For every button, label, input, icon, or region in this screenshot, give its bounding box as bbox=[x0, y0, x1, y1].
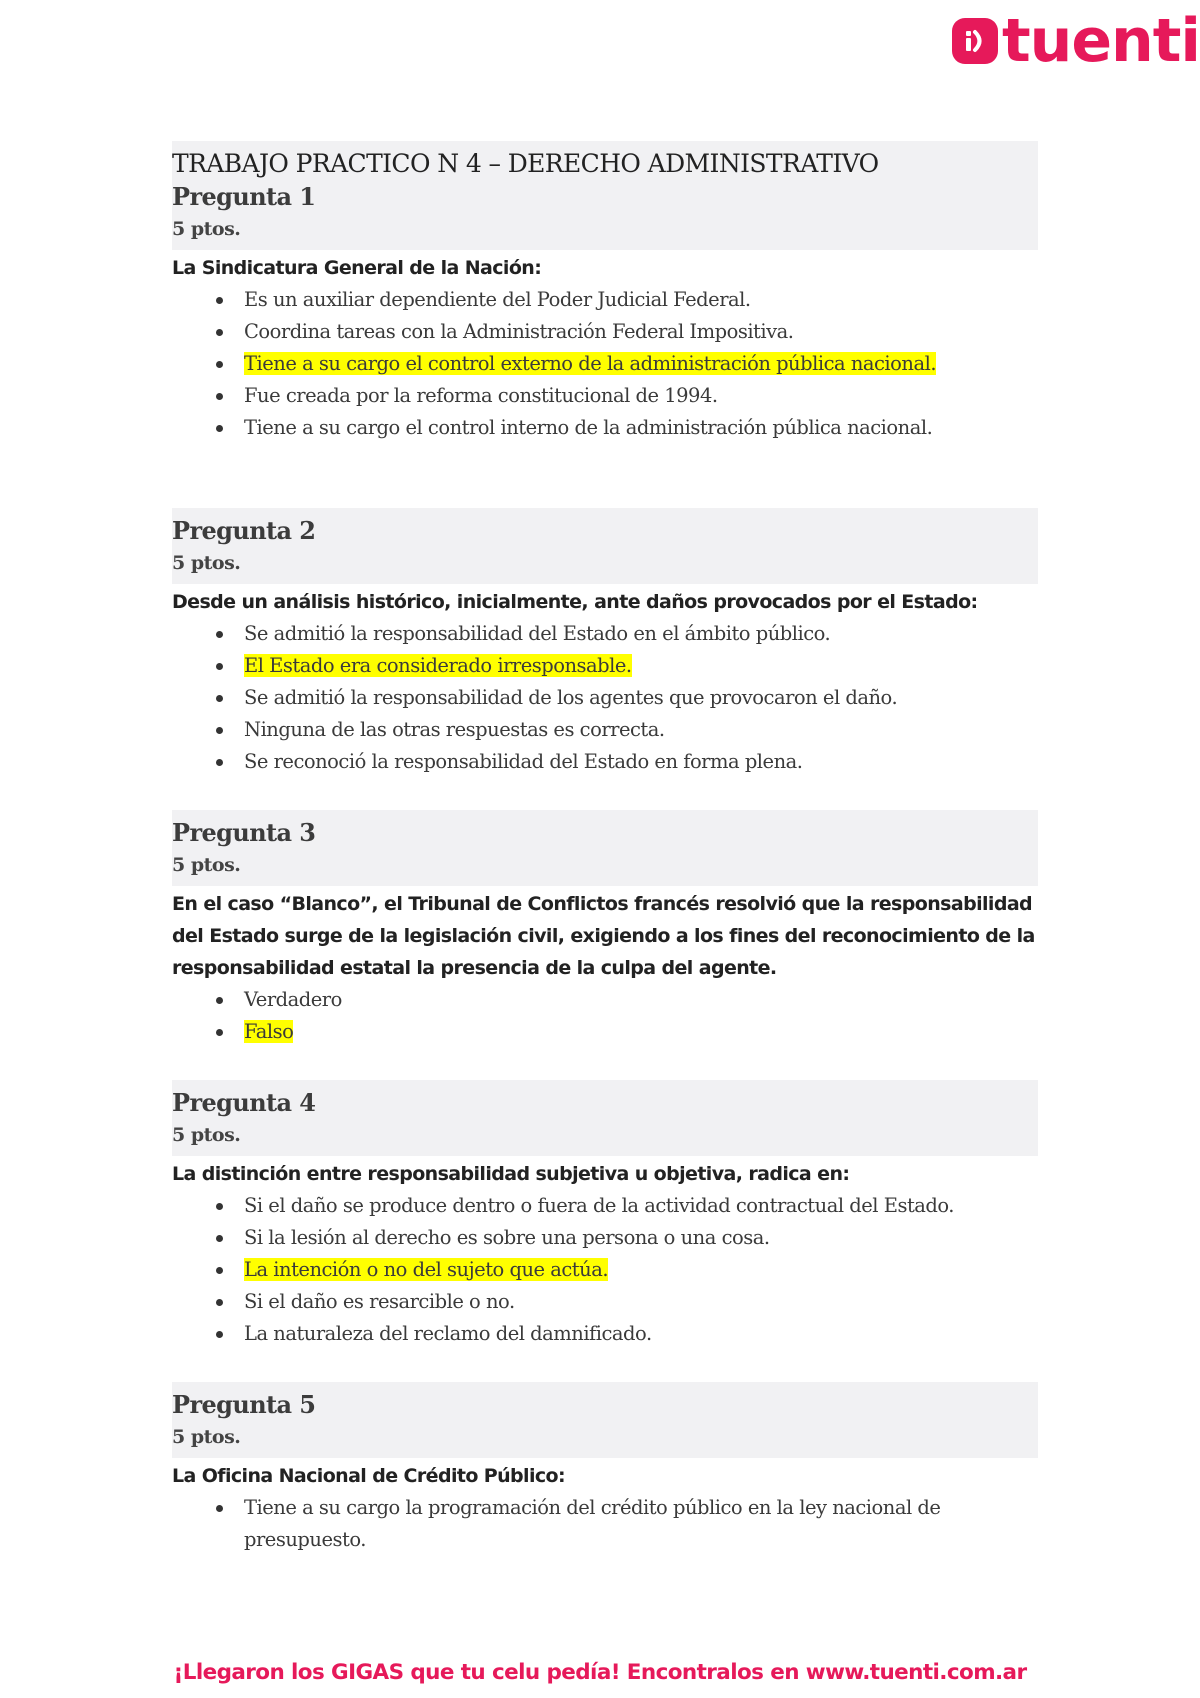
option-list bbox=[172, 284, 1038, 444]
option-label: Es un auxiliar dependiente del Poder Judicial Federal. bbox=[244, 288, 751, 311]
bullet-icon bbox=[216, 425, 223, 432]
option-label: Si el daño es resarcible o no. bbox=[244, 1290, 515, 1313]
question-1 bbox=[172, 141, 1038, 444]
question-points: 5 ptos. bbox=[172, 552, 241, 574]
tuenti-logo bbox=[952, 6, 1200, 76]
option-item bbox=[172, 1190, 1038, 1222]
question-title: Pregunta 3 bbox=[172, 818, 316, 847]
question-3 bbox=[172, 810, 1038, 1048]
option-item bbox=[172, 984, 1038, 1016]
option-item bbox=[172, 1492, 1038, 1556]
document-title: TRABAJO PRACTICO N 4 – DERECHO ADMINISTRATIVO bbox=[172, 149, 879, 178]
option-item bbox=[172, 746, 1038, 778]
option-label: La naturaleza del reclamo del damnificado. bbox=[244, 1322, 652, 1345]
option-item bbox=[172, 618, 1038, 650]
question-text: Desde un análisis histórico, inicialmente, ante daños provocados por el Estado: bbox=[172, 591, 978, 613]
question-2 bbox=[172, 508, 1038, 778]
option-label: Si el daño se produce dentro o fuera de la actividad contractual del Estado. bbox=[244, 1194, 955, 1217]
bullet-icon bbox=[216, 1203, 223, 1210]
question-text: La distinción entre responsabilidad subjetiva u objetiva, radica en: bbox=[172, 1163, 850, 1185]
question-title: Pregunta 5 bbox=[172, 1390, 316, 1419]
bullet-icon bbox=[216, 297, 223, 304]
bullet-icon bbox=[216, 663, 223, 670]
question-header bbox=[172, 1382, 1038, 1458]
option-item bbox=[172, 316, 1038, 348]
bullet-icon bbox=[216, 329, 223, 336]
bullet-icon bbox=[216, 997, 223, 1004]
bullet-icon bbox=[216, 759, 223, 766]
bullet-icon bbox=[216, 1331, 223, 1338]
option-label-highlighted: La intención o no del sujeto que actúa. bbox=[244, 1258, 609, 1281]
option-label: Se admitió la responsabilidad de los agentes que provocaron el daño. bbox=[244, 686, 898, 709]
question-header bbox=[172, 810, 1038, 886]
option-item bbox=[172, 380, 1038, 412]
option-label: Tiene a su cargo la programación del crédito público en la ley nacional de presupuesto. bbox=[244, 1496, 941, 1551]
question-points: 5 ptos. bbox=[172, 1426, 241, 1448]
option-item bbox=[172, 1286, 1038, 1318]
bullet-icon bbox=[216, 1299, 223, 1306]
option-label: Ninguna de las otras respuestas es correcta. bbox=[244, 718, 665, 741]
question-points: 5 ptos. bbox=[172, 218, 241, 240]
option-item bbox=[172, 1222, 1038, 1254]
option-label: Verdadero bbox=[244, 988, 342, 1011]
bullet-icon bbox=[216, 1029, 223, 1036]
option-label-highlighted: Falso bbox=[244, 1020, 294, 1043]
bullet-icon bbox=[216, 361, 223, 368]
question-points: 5 ptos. bbox=[172, 854, 241, 876]
option-item-selected bbox=[172, 348, 1038, 380]
option-list bbox=[172, 1190, 1038, 1350]
option-label: Tiene a su cargo el control interno de la administración pública nacional. bbox=[244, 416, 933, 439]
option-label: Si la lesión al derecho es sobre una persona o una cosa. bbox=[244, 1226, 770, 1249]
option-label: Fue creada por la reforma constitucional de 1994. bbox=[244, 384, 718, 407]
option-item-selected bbox=[172, 1016, 1038, 1048]
option-item-selected bbox=[172, 650, 1038, 682]
question-text: La Oficina Nacional de Crédito Público: bbox=[172, 1465, 565, 1487]
option-list bbox=[172, 618, 1038, 778]
option-label: Se admitió la responsabilidad del Estado en el ámbito público. bbox=[244, 622, 831, 645]
question-header bbox=[172, 508, 1038, 584]
tuenti-logo-mark-icon bbox=[952, 18, 998, 64]
question-5 bbox=[172, 1382, 1038, 1556]
option-item bbox=[172, 284, 1038, 316]
option-item-selected bbox=[172, 1254, 1038, 1286]
option-label: Se reconoció la responsabilidad del Estado en forma plena. bbox=[244, 750, 803, 773]
option-item bbox=[172, 714, 1038, 746]
option-list bbox=[172, 1492, 1038, 1556]
bullet-icon bbox=[216, 393, 223, 400]
option-label-highlighted: Tiene a su cargo el control externo de la administración pública nacional. bbox=[244, 352, 937, 375]
question-header bbox=[172, 1080, 1038, 1156]
option-label: Coordina tareas con la Administración Federal Impositiva. bbox=[244, 320, 794, 343]
question-text: En el caso “Blanco”, el Tribunal de Conflictos francés resolvió que la responsabilidad del Estado surge de la legislación civil, exigiendo a los fines del reconocimiento de la responsabilidad estatal la presencia de la culpa del agente. bbox=[172, 893, 1035, 979]
bullet-icon bbox=[216, 695, 223, 702]
question-points: 5 ptos. bbox=[172, 1124, 241, 1146]
option-list bbox=[172, 984, 1038, 1048]
question-4 bbox=[172, 1080, 1038, 1350]
question-header bbox=[172, 141, 1038, 250]
option-item bbox=[172, 412, 1038, 444]
question-title: Pregunta 4 bbox=[172, 1088, 316, 1117]
question-title: Pregunta 2 bbox=[172, 516, 316, 545]
option-item bbox=[172, 1318, 1038, 1350]
bullet-icon bbox=[216, 1267, 223, 1274]
bullet-icon bbox=[216, 1235, 223, 1242]
question-title: Pregunta 1 bbox=[172, 182, 316, 211]
option-item bbox=[172, 682, 1038, 714]
bullet-icon bbox=[216, 727, 223, 734]
question-text: La Sindicatura General de la Nación: bbox=[172, 257, 542, 279]
bullet-icon bbox=[216, 631, 223, 638]
promo-footer: ¡Llegaron los GIGAS que tu celu pedía! Encontralos en www.tuenti.com.ar bbox=[173, 1660, 1027, 1685]
tuenti-logo-text: tuenti bbox=[1001, 6, 1200, 76]
document-body bbox=[172, 141, 1038, 1556]
option-label-highlighted: El Estado era considerado irresponsable. bbox=[244, 654, 632, 677]
bullet-icon bbox=[216, 1505, 223, 1512]
